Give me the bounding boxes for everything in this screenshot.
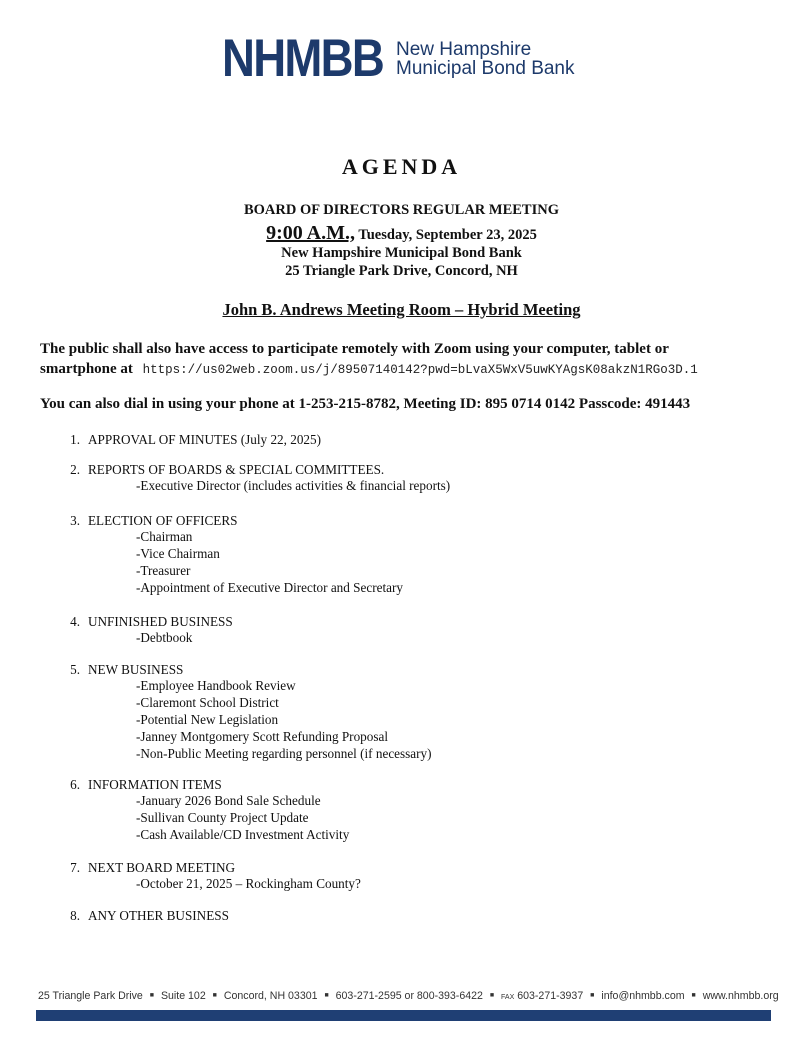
agenda-sub-item: -Executive Director (includes activities & financial reports) xyxy=(136,478,451,493)
bullet-icon: ■ xyxy=(212,992,217,999)
agenda-item-number: 4. xyxy=(70,614,80,629)
agenda-sub-item: -January 2026 Bond Sale Schedule xyxy=(136,793,321,808)
agenda-item-number: 3. xyxy=(70,513,80,528)
agenda-sub-item: -Claremont School District xyxy=(136,695,279,710)
footer-suite: Suite 102 xyxy=(160,990,206,1002)
agenda-sub-item: -Cash Available/CD Investment Activity xyxy=(136,827,350,842)
footer-website[interactable]: www.nhmbb.org xyxy=(702,990,779,1002)
agenda-sub-item: -Appointment of Executive Director and Secretary xyxy=(136,580,403,595)
logo-line-2: Municipal Bond Bank xyxy=(396,58,575,79)
agenda-sub-item: -Chairman xyxy=(136,529,193,544)
agenda-sub-item: -Treasurer xyxy=(136,563,191,578)
dial-in-info: You can also dial in using your phone at 1-253-215-8782, Meeting ID: 895 0714 0142 Passcode: 491443 xyxy=(40,396,691,412)
agenda-item-heading: NEXT BOARD MEETING xyxy=(88,860,236,875)
footer-phone: 603-271-2595 or 800-393-6422 xyxy=(335,990,483,1002)
logo-line-1: New Hampshire xyxy=(396,39,532,60)
bullet-icon: ■ xyxy=(489,992,495,999)
agenda-item-heading: ANY OTHER BUSINESS xyxy=(88,908,229,923)
agenda-item-number: 6. xyxy=(70,777,80,792)
agenda-item-heading: ELECTION OF OFFICERS xyxy=(88,513,238,528)
agenda-item-heading: INFORMATION ITEMS xyxy=(88,777,222,792)
agenda-sub-item: -Debtbook xyxy=(136,630,193,645)
agenda-sub-item: -Non-Public Meeting regarding personnel (if necessary) xyxy=(136,746,432,761)
footer-contact xyxy=(38,990,779,1002)
agenda-item-number: 1. xyxy=(70,432,80,447)
meeting-time: 9:00 A.M., xyxy=(266,222,356,244)
agenda-item-heading: REPORTS OF BOARDS & SPECIAL COMMITTEES. xyxy=(88,462,385,477)
agenda-sub-item: -Employee Handbook Review xyxy=(136,678,296,693)
meeting-time-line xyxy=(0,222,803,245)
logo xyxy=(222,29,575,88)
access-line-2-text: smartphone at xyxy=(40,361,133,377)
logo-mark: NHMBB xyxy=(222,29,384,88)
agenda-item-number: 8. xyxy=(70,908,80,923)
bullet-icon: ■ xyxy=(324,992,329,999)
agenda-sub-item: -October 21, 2025 – Rockingham County? xyxy=(136,876,361,891)
footer-city: Concord, NH 03301 xyxy=(223,990,318,1002)
agenda-sub-item: -Vice Chairman xyxy=(136,546,220,561)
meeting-address: 25 Triangle Park Drive, Concord, NH xyxy=(285,263,518,279)
agenda-item-heading: UNFINISHED BUSINESS xyxy=(88,614,233,629)
meeting-date: Tuesday, September 23, 2025 xyxy=(358,227,537,243)
page-title: AGENDA xyxy=(341,154,462,179)
access-line-2 xyxy=(40,359,780,380)
footer-email[interactable]: info@nhmbb.com xyxy=(601,990,685,1002)
access-line-1: The public shall also have access to participate remotely with Zoom using your computer, tablet or xyxy=(40,341,669,357)
agenda-item-number: 5. xyxy=(70,662,80,677)
footer-bar xyxy=(36,1010,771,1021)
agenda-item-heading: NEW BUSINESS xyxy=(88,662,184,677)
agenda-item-number: 2. xyxy=(70,462,80,477)
agenda-item-number: 7. xyxy=(70,860,80,875)
meeting-org: New Hampshire Municipal Bond Bank xyxy=(281,245,522,261)
access-paragraph xyxy=(40,339,780,380)
logo-text xyxy=(396,40,575,78)
bullet-icon: ■ xyxy=(149,992,154,999)
footer-fax-label: FAX xyxy=(501,994,515,1001)
footer-fax: 603-271-3937 xyxy=(517,990,584,1002)
bullet-icon: ■ xyxy=(691,992,696,999)
footer-address: 25 Triangle Park Drive xyxy=(38,990,143,1002)
agenda-sub-item: -Sullivan County Project Update xyxy=(136,810,309,825)
agenda-sub-item: -Janney Montgomery Scott Refunding Proposal xyxy=(136,729,388,744)
zoom-link[interactable]: https://us02web.zoom.us/j/89507140142?pwd=bLvaX5WxV5uwKYAgsK08akzN1RGo3D.1 xyxy=(142,363,698,377)
agenda-sub-item: -Potential New Legislation xyxy=(136,712,279,727)
agenda-item-heading: APPROVAL OF MINUTES (July 22, 2025) xyxy=(88,432,322,447)
bullet-icon: ■ xyxy=(590,992,595,999)
meeting-type: BOARD OF DIRECTORS REGULAR MEETING xyxy=(243,202,559,218)
meeting-room: John B. Andrews Meeting Room – Hybrid Meeting xyxy=(222,300,581,319)
